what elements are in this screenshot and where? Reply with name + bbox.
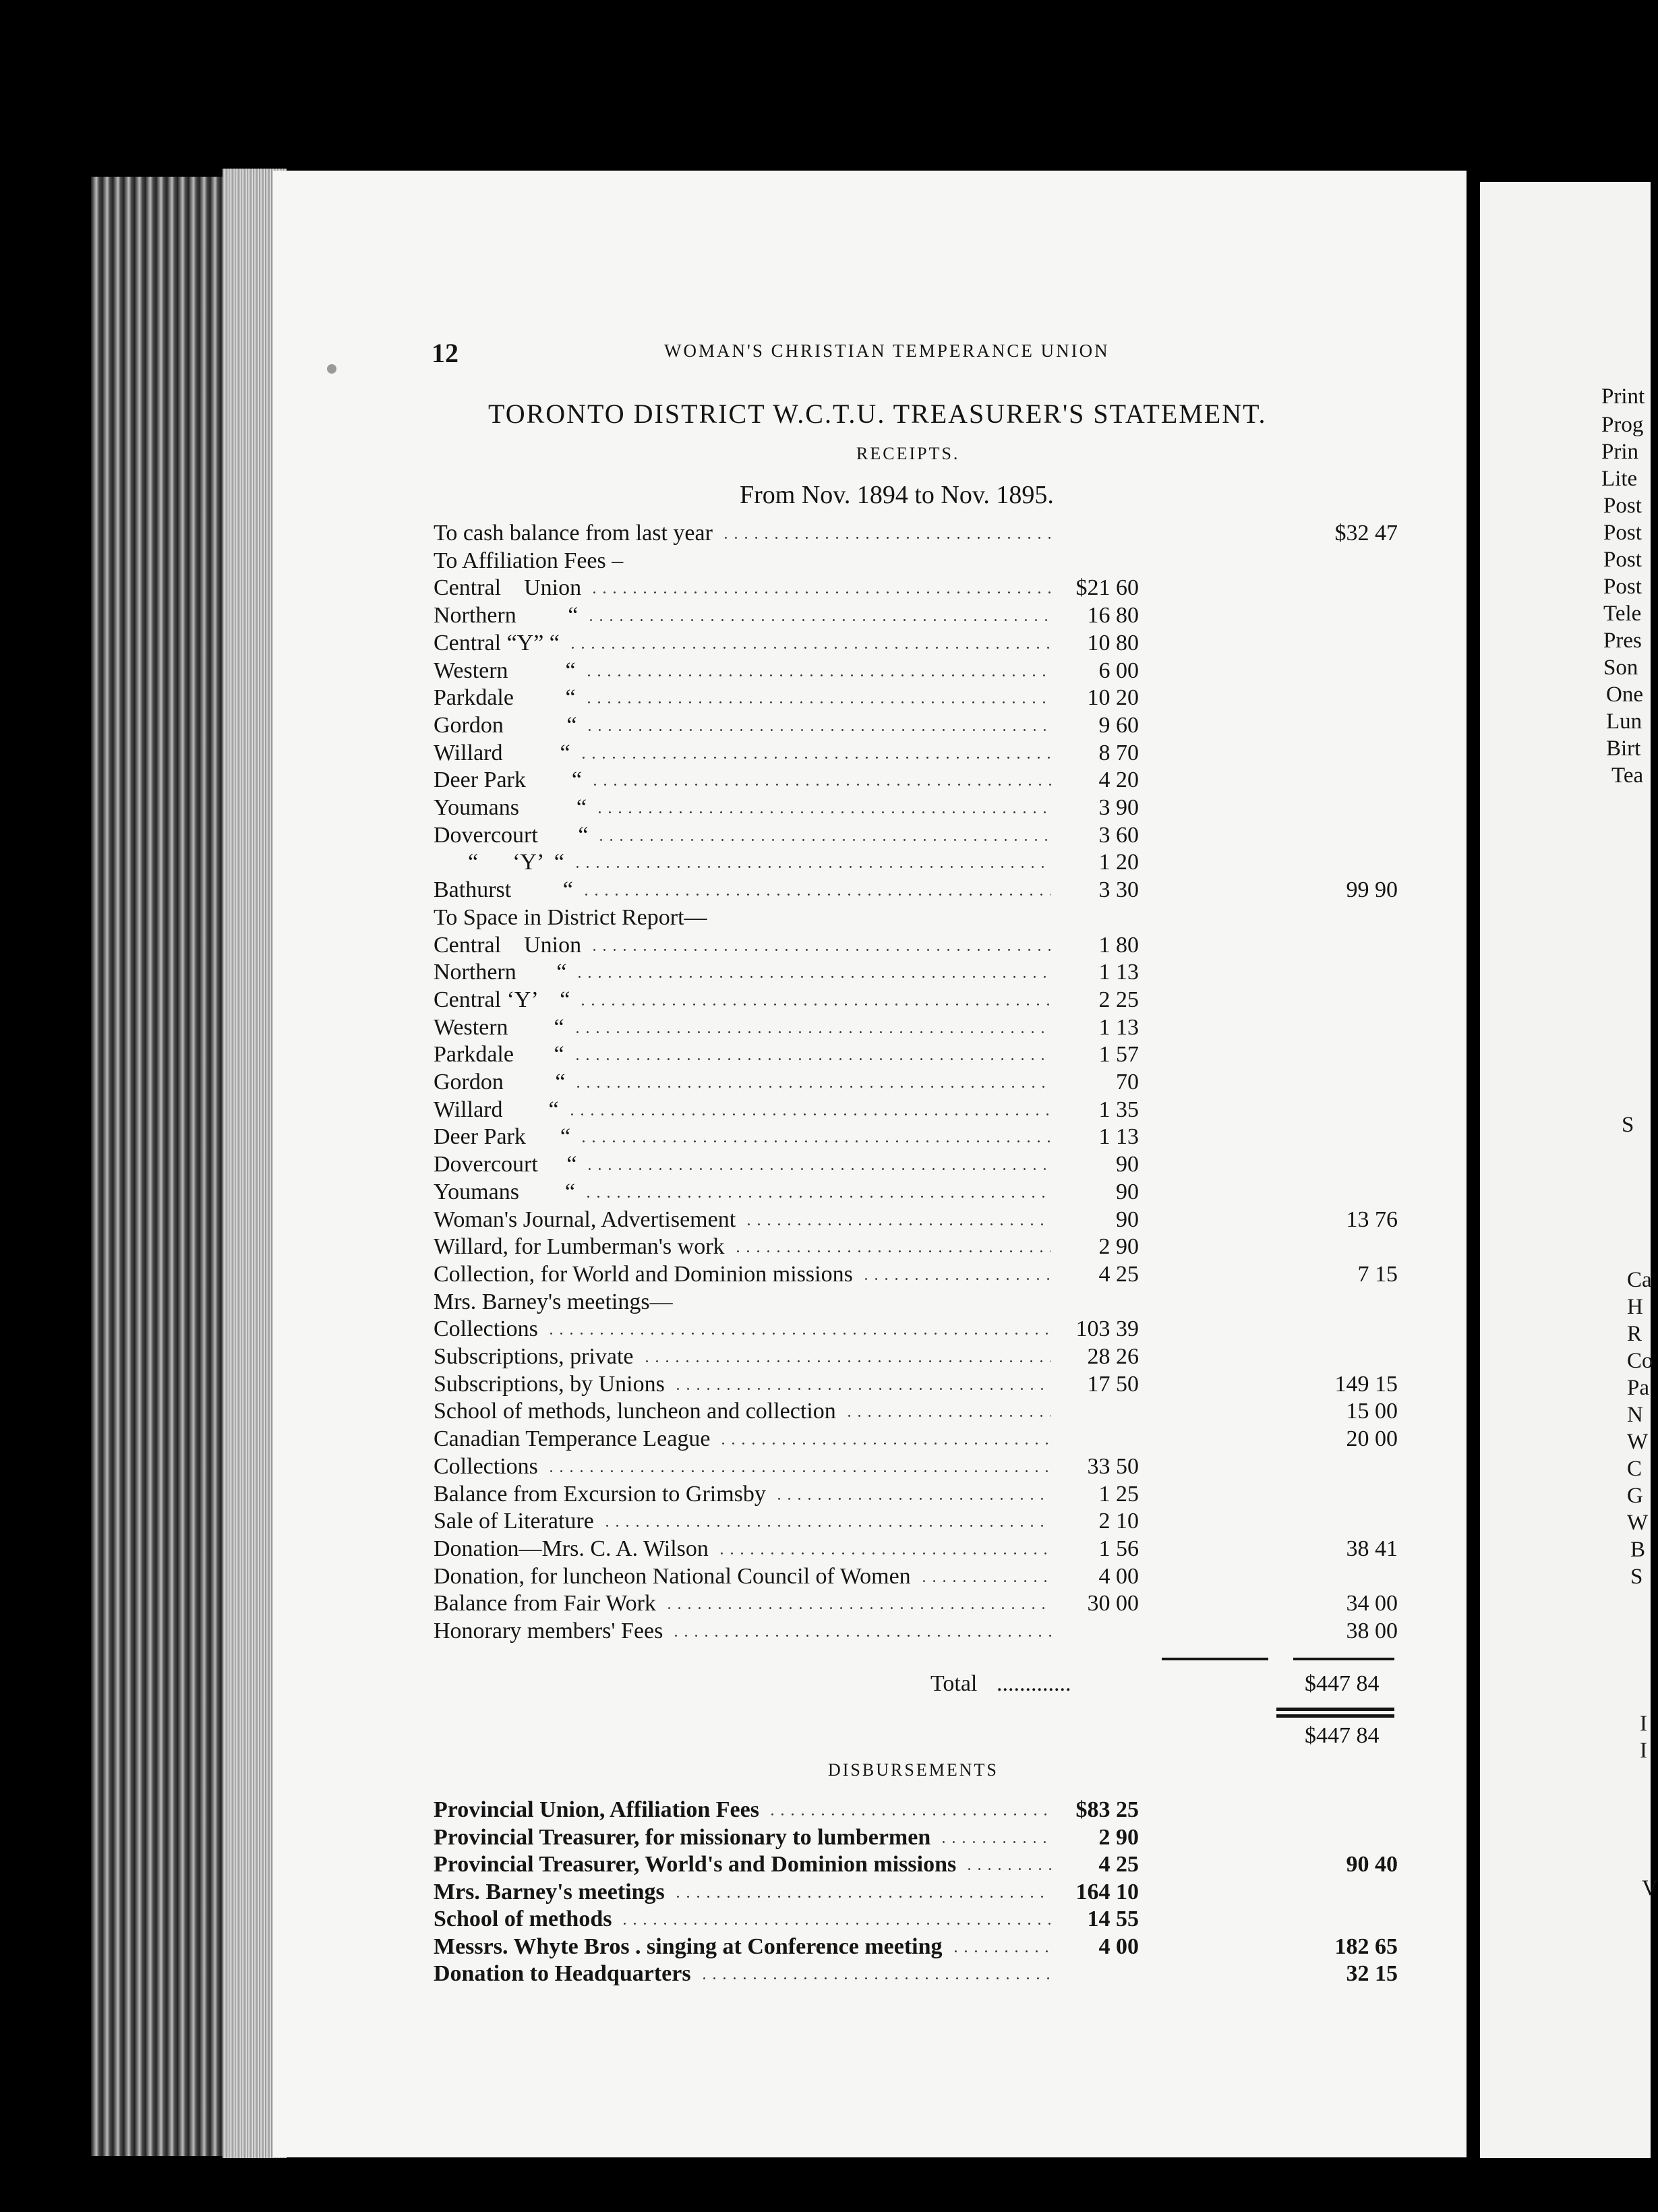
receipt-row: [434, 1344, 1398, 1371]
receipt-row: [434, 1591, 1398, 1618]
leader-dots: [861, 1278, 1051, 1280]
row-label: Willard “: [434, 740, 570, 765]
facing-page-text: One: [1606, 682, 1643, 707]
row-amount-item: 8 70: [1098, 740, 1139, 765]
leader-dots: [574, 976, 1051, 978]
receipt-row: [434, 1262, 1398, 1289]
row-amount-item: 1 13: [1098, 960, 1139, 985]
receipt-row: [434, 1015, 1398, 1042]
receipt-row: [434, 1564, 1398, 1591]
row-label: Youmans “: [434, 795, 587, 820]
total-label: Total: [930, 1671, 978, 1696]
facing-page-text: Lite: [1601, 467, 1638, 491]
leader-dots: [584, 701, 1051, 703]
row-amount-item: 6 00: [1098, 658, 1139, 683]
total-double-rule-1: [1276, 1708, 1394, 1711]
facing-page-text: Prin: [1601, 440, 1639, 464]
facing-page-text: Pres: [1603, 629, 1642, 653]
leader-dots: [939, 1841, 1051, 1843]
receipts-heading: RECEIPTS.: [856, 444, 960, 463]
receipt-row: [434, 1454, 1398, 1481]
facing-page-text: Post: [1603, 575, 1642, 599]
receipt-row: [434, 1372, 1398, 1399]
receipt-row: [434, 823, 1398, 850]
leader-dots: [572, 866, 1051, 868]
row-amount-total: 15 00: [1346, 1399, 1398, 1424]
receipt-row: [434, 548, 1398, 575]
row-amount-item: 9 60: [1098, 712, 1139, 738]
receipt-row: [434, 1097, 1398, 1124]
receipt-row: [434, 987, 1398, 1014]
row-amount-item: $21 60: [1075, 575, 1139, 601]
receipt-row: [434, 1070, 1398, 1097]
receipt-row: [434, 713, 1398, 740]
row-amount-item: 10 80: [1087, 630, 1139, 656]
row-label: Collection, for World and Dominion missions: [434, 1261, 853, 1287]
leader-dots: [590, 784, 1051, 786]
row-label: School of methods, luncheon and collection: [434, 1399, 836, 1424]
row-label: Youmans “: [434, 1179, 576, 1204]
row-label: Canadian Temperance League: [434, 1426, 711, 1452]
row-label: School of methods: [434, 1907, 612, 1931]
receipt-row: [434, 575, 1398, 602]
row-amount-item: 1 56: [1098, 1536, 1139, 1561]
row-label: Gordon “: [434, 712, 577, 738]
row-amount-total: 182 65: [1334, 1933, 1398, 1959]
row-label: Dovercourt “: [434, 1152, 577, 1177]
leader-dots: [596, 839, 1051, 841]
receipt-row: [434, 631, 1398, 658]
row-label: Donation—Mrs. C. A. Wilson: [434, 1536, 709, 1561]
leader-dots: [589, 591, 1051, 593]
facing-page-text: Ca: [1627, 1268, 1652, 1292]
receipt-row: [434, 1289, 1398, 1316]
facing-page-text: C: [1627, 1457, 1642, 1481]
row-amount-item: 4 00: [1098, 1563, 1139, 1589]
row-label: Balance from Excursion to Grimsby: [434, 1481, 766, 1507]
row-amount-item: 3 30: [1098, 877, 1139, 903]
row-amount-item: 3 60: [1098, 822, 1139, 848]
row-amount-item: 33 50: [1087, 1453, 1139, 1479]
leader-dots: [568, 647, 1051, 649]
row-amount-item: $83 25: [1075, 1797, 1139, 1822]
page-number: 12: [432, 338, 458, 368]
row-amount-total: 38 00: [1346, 1619, 1398, 1643]
facing-page-text: S: [1622, 1113, 1634, 1137]
row-amount-item: 14 55: [1087, 1907, 1139, 1931]
running-head: WOMAN'S CHRISTIAN TEMPERANCE UNION: [664, 341, 1110, 361]
receipt-row: [434, 1316, 1398, 1343]
paper-spot: [327, 364, 336, 374]
leader-dots: [721, 537, 1051, 539]
leader-dots: [951, 1950, 1051, 1952]
leader-dots: [717, 1552, 1051, 1554]
leader-dots: [673, 1388, 1051, 1390]
row-label: Donation to Headquarters: [434, 1961, 691, 1986]
leader-dots: [602, 1525, 1051, 1527]
receipt-row: [434, 1482, 1398, 1509]
leader-dots: [586, 619, 1051, 621]
disbursement-row: [434, 1934, 1398, 1961]
row-label: Deer Park “: [434, 767, 582, 793]
facing-page-text: H: [1627, 1295, 1643, 1319]
row-label: Parkdale “: [434, 685, 576, 711]
row-label: Subscriptions, by Unions: [434, 1371, 665, 1397]
receipt-row: [434, 603, 1398, 630]
leader-dots: [673, 1896, 1051, 1898]
row-amount-item: 1 13: [1098, 1124, 1139, 1150]
facing-page-text: Post: [1603, 548, 1642, 572]
disbursement-row: [434, 1907, 1398, 1933]
row-label: Collections: [434, 1453, 538, 1479]
row-label: Dovercourt “: [434, 822, 589, 848]
leader-dots: [585, 729, 1051, 731]
row-amount-item: 90: [1116, 1206, 1139, 1232]
facing-page-text: W: [1627, 1511, 1649, 1535]
row-amount-item: 1 25: [1098, 1481, 1139, 1507]
row-label: Central Union: [434, 575, 582, 601]
leader-dots: [671, 1635, 1051, 1637]
row-label: Woman's Journal, Advertisement: [434, 1206, 736, 1232]
leader-dots: [581, 894, 1051, 896]
row-amount-item: 1 80: [1098, 932, 1139, 958]
leader-dots: [844, 1415, 1051, 1417]
row-label: Gordon “: [434, 1070, 566, 1095]
disbursement-row: [434, 1852, 1398, 1879]
receipt-row: [434, 740, 1398, 767]
facing-page-text: I: [1640, 1712, 1647, 1736]
row-amount-item: 1 20: [1098, 850, 1139, 875]
facing-page-text: Pa: [1627, 1376, 1649, 1400]
receipt-row: [434, 1180, 1398, 1206]
leader-dots: [664, 1607, 1051, 1609]
leader-dots: [572, 1031, 1051, 1033]
row-amount-item: 4 25: [1098, 1852, 1139, 1877]
subtotal-rule-right: [1293, 1658, 1394, 1660]
row-amount-item: 70: [1116, 1070, 1139, 1095]
row-label: Willard “: [434, 1097, 559, 1122]
grand-total-amount: $447 84: [1305, 1723, 1380, 1748]
leader-dots: [767, 1813, 1051, 1815]
total-dots: .............: [997, 1671, 1071, 1696]
facing-page-text: Co: [1627, 1349, 1653, 1373]
leader-dots: [578, 1003, 1051, 1006]
row-label: To Space in District Report—: [434, 904, 707, 930]
subtotal-rule: [1162, 1658, 1268, 1660]
receipt-row: [434, 1042, 1398, 1069]
leader-dots: [964, 1868, 1051, 1870]
facing-page-text: Prog: [1601, 413, 1644, 437]
facing-page-text: V: [1642, 1876, 1658, 1900]
leader-dots: [579, 757, 1051, 759]
period-line: From Nov. 1894 to Nov. 1895.: [740, 481, 1054, 509]
leader-dots: [546, 1333, 1051, 1335]
receipt-row: [434, 1619, 1398, 1646]
row-amount-item: 2 90: [1098, 1824, 1139, 1850]
facing-page-text: W: [1627, 1430, 1649, 1454]
facing-page-text: Tea: [1611, 763, 1644, 788]
disbursement-row: [434, 1961, 1398, 1988]
row-label: Provincial Union, Affiliation Fees: [434, 1797, 759, 1822]
facing-page-text: B: [1630, 1538, 1646, 1562]
row-amount-total: 149 15: [1334, 1371, 1398, 1397]
row-label: Subscriptions, private: [434, 1344, 634, 1369]
row-label: Northern “: [434, 960, 567, 985]
row-amount-item: 4 20: [1098, 767, 1139, 793]
row-amount-total: 20 00: [1346, 1426, 1398, 1452]
row-amount-item: 164 10: [1075, 1879, 1139, 1904]
facing-page-text: I: [1640, 1739, 1647, 1763]
receipt-row: [434, 795, 1398, 822]
row-label: Willard, for Lumberman's work: [434, 1234, 725, 1260]
row-label: Western “: [434, 658, 576, 683]
row-label: Parkdale “: [434, 1042, 564, 1068]
leader-dots: [585, 1168, 1051, 1170]
receipt-row: [434, 1399, 1398, 1426]
row-amount-total: 13 76: [1346, 1206, 1398, 1232]
row-amount-item: 90: [1116, 1179, 1139, 1204]
leader-dots: [774, 1498, 1051, 1500]
facing-page-text: Birt: [1606, 736, 1641, 761]
leader-dots: [584, 674, 1051, 676]
row-label: Messrs. Whyte Bros . singing at Conference meeting: [434, 1933, 943, 1959]
leader-dots: [573, 1086, 1051, 1088]
leader-dots: [546, 1470, 1051, 1472]
row-amount-total: 99 90: [1346, 877, 1398, 903]
row-amount-item: 2 25: [1098, 987, 1139, 1012]
receipt-row: [434, 767, 1398, 794]
receipt-row: [434, 1426, 1398, 1453]
receipt-row: [434, 1509, 1398, 1536]
row-label: Deer Park “: [434, 1124, 570, 1150]
row-amount-item: 17 50: [1087, 1371, 1139, 1397]
disbursement-row: [434, 1880, 1398, 1907]
receipt-row: [434, 1152, 1398, 1179]
row-amount-total: 32 15: [1346, 1961, 1398, 1986]
row-label: Honorary members' Fees: [434, 1619, 663, 1643]
row-label: Balance from Fair Work: [434, 1591, 656, 1617]
row-amount-item: 90: [1116, 1152, 1139, 1177]
leader-dots: [919, 1580, 1051, 1582]
row-amount-total: 90 40: [1346, 1852, 1398, 1877]
facing-page-text: Son: [1603, 656, 1638, 680]
row-label: Western “: [434, 1014, 564, 1040]
facing-page-text: Print: [1601, 384, 1645, 409]
disbursement-row: [434, 1825, 1398, 1852]
row-amount-item: 30 00: [1087, 1591, 1139, 1617]
receipt-row: [434, 933, 1398, 960]
row-amount-total: $32 47: [1334, 521, 1398, 546]
row-label: Mrs. Barney's meetings—: [434, 1289, 673, 1314]
row-label: Donation, for luncheon National Council of Women: [434, 1563, 911, 1589]
facing-page-text: S: [1630, 1565, 1643, 1589]
row-amount-total: 38 41: [1346, 1536, 1398, 1561]
row-label: Northern “: [434, 603, 579, 629]
row-label: Mrs. Barney's meetings: [434, 1879, 665, 1904]
leader-dots: [718, 1443, 1051, 1445]
leader-dots: [595, 811, 1051, 813]
row-amount-item: 1 57: [1098, 1042, 1139, 1068]
row-amount-total: 7 15: [1357, 1261, 1398, 1287]
leader-dots: [572, 1058, 1051, 1060]
row-amount-item: 1 35: [1098, 1097, 1139, 1122]
leader-dots: [583, 1196, 1051, 1198]
row-amount-item: 2 90: [1098, 1234, 1139, 1260]
facing-page-text: G: [1627, 1484, 1643, 1508]
leader-dots: [699, 1977, 1051, 1979]
leader-dots: [744, 1223, 1051, 1225]
row-label: Provincial Treasurer, World's and Dominion missions: [434, 1852, 957, 1877]
leader-dots: [733, 1250, 1051, 1252]
row-amount-item: 2 10: [1098, 1509, 1139, 1534]
row-amount-item: 103 39: [1075, 1316, 1139, 1342]
facing-page-text: Post: [1603, 494, 1642, 518]
facing-page-text: R: [1627, 1322, 1642, 1346]
facing-page-text: Post: [1603, 521, 1642, 545]
total-amount: $447 84: [1305, 1671, 1380, 1696]
row-label: Central Union: [434, 932, 582, 958]
leader-dots: [620, 1923, 1051, 1925]
receipt-row: [434, 877, 1398, 904]
row-label: Central ‘Y’ “: [434, 987, 570, 1012]
facing-page-text: N: [1627, 1403, 1643, 1427]
disbursements-heading: DISBURSEMENTS: [828, 1760, 999, 1780]
row-amount-item: 10 20: [1087, 685, 1139, 711]
total-double-rule-2: [1276, 1714, 1394, 1718]
row-amount-item: 16 80: [1087, 603, 1139, 629]
facing-page-text: Lun: [1606, 709, 1642, 734]
row-label: Collections: [434, 1316, 538, 1342]
row-amount-item: 28 26: [1087, 1344, 1139, 1369]
row-amount-item: 3 90: [1098, 795, 1139, 820]
receipt-row: [434, 1536, 1398, 1563]
statement-title: TORONTO DISTRICT W.C.T.U. TREASURER'S STATEMENT.: [488, 399, 1267, 429]
row-label: Bathurst “: [434, 877, 573, 903]
row-label: Sale of Literature: [434, 1509, 594, 1534]
row-label: Provincial Treasurer, for missionary to lumbermen: [434, 1824, 931, 1850]
disbursement-row: [434, 1797, 1398, 1824]
row-label: “ ‘Y’ “: [434, 850, 564, 875]
leader-dots: [589, 949, 1051, 951]
receipt-row: [434, 850, 1398, 877]
receipt-row: [434, 960, 1398, 987]
row-amount-total: 34 00: [1346, 1591, 1398, 1617]
receipt-row: [434, 1124, 1398, 1151]
leader-dots: [567, 1113, 1051, 1115]
receipt-row: [434, 521, 1398, 548]
receipt-row: [434, 1207, 1398, 1234]
facing-page-text: Tele: [1603, 602, 1642, 626]
row-amount-item: 1 13: [1098, 1014, 1139, 1040]
receipt-row: [434, 1234, 1398, 1261]
row-amount-item: 4 00: [1098, 1933, 1139, 1959]
row-label: To cash balance from last year: [434, 521, 713, 546]
row-label: Central “Y” “: [434, 630, 560, 656]
row-amount-item: 4 25: [1098, 1261, 1139, 1287]
receipt-row: [434, 685, 1398, 712]
leader-dots: [579, 1140, 1051, 1142]
receipt-row: [434, 905, 1398, 932]
leader-dots: [642, 1360, 1051, 1362]
row-label: To Affiliation Fees –: [434, 548, 624, 573]
receipt-row: [434, 658, 1398, 685]
